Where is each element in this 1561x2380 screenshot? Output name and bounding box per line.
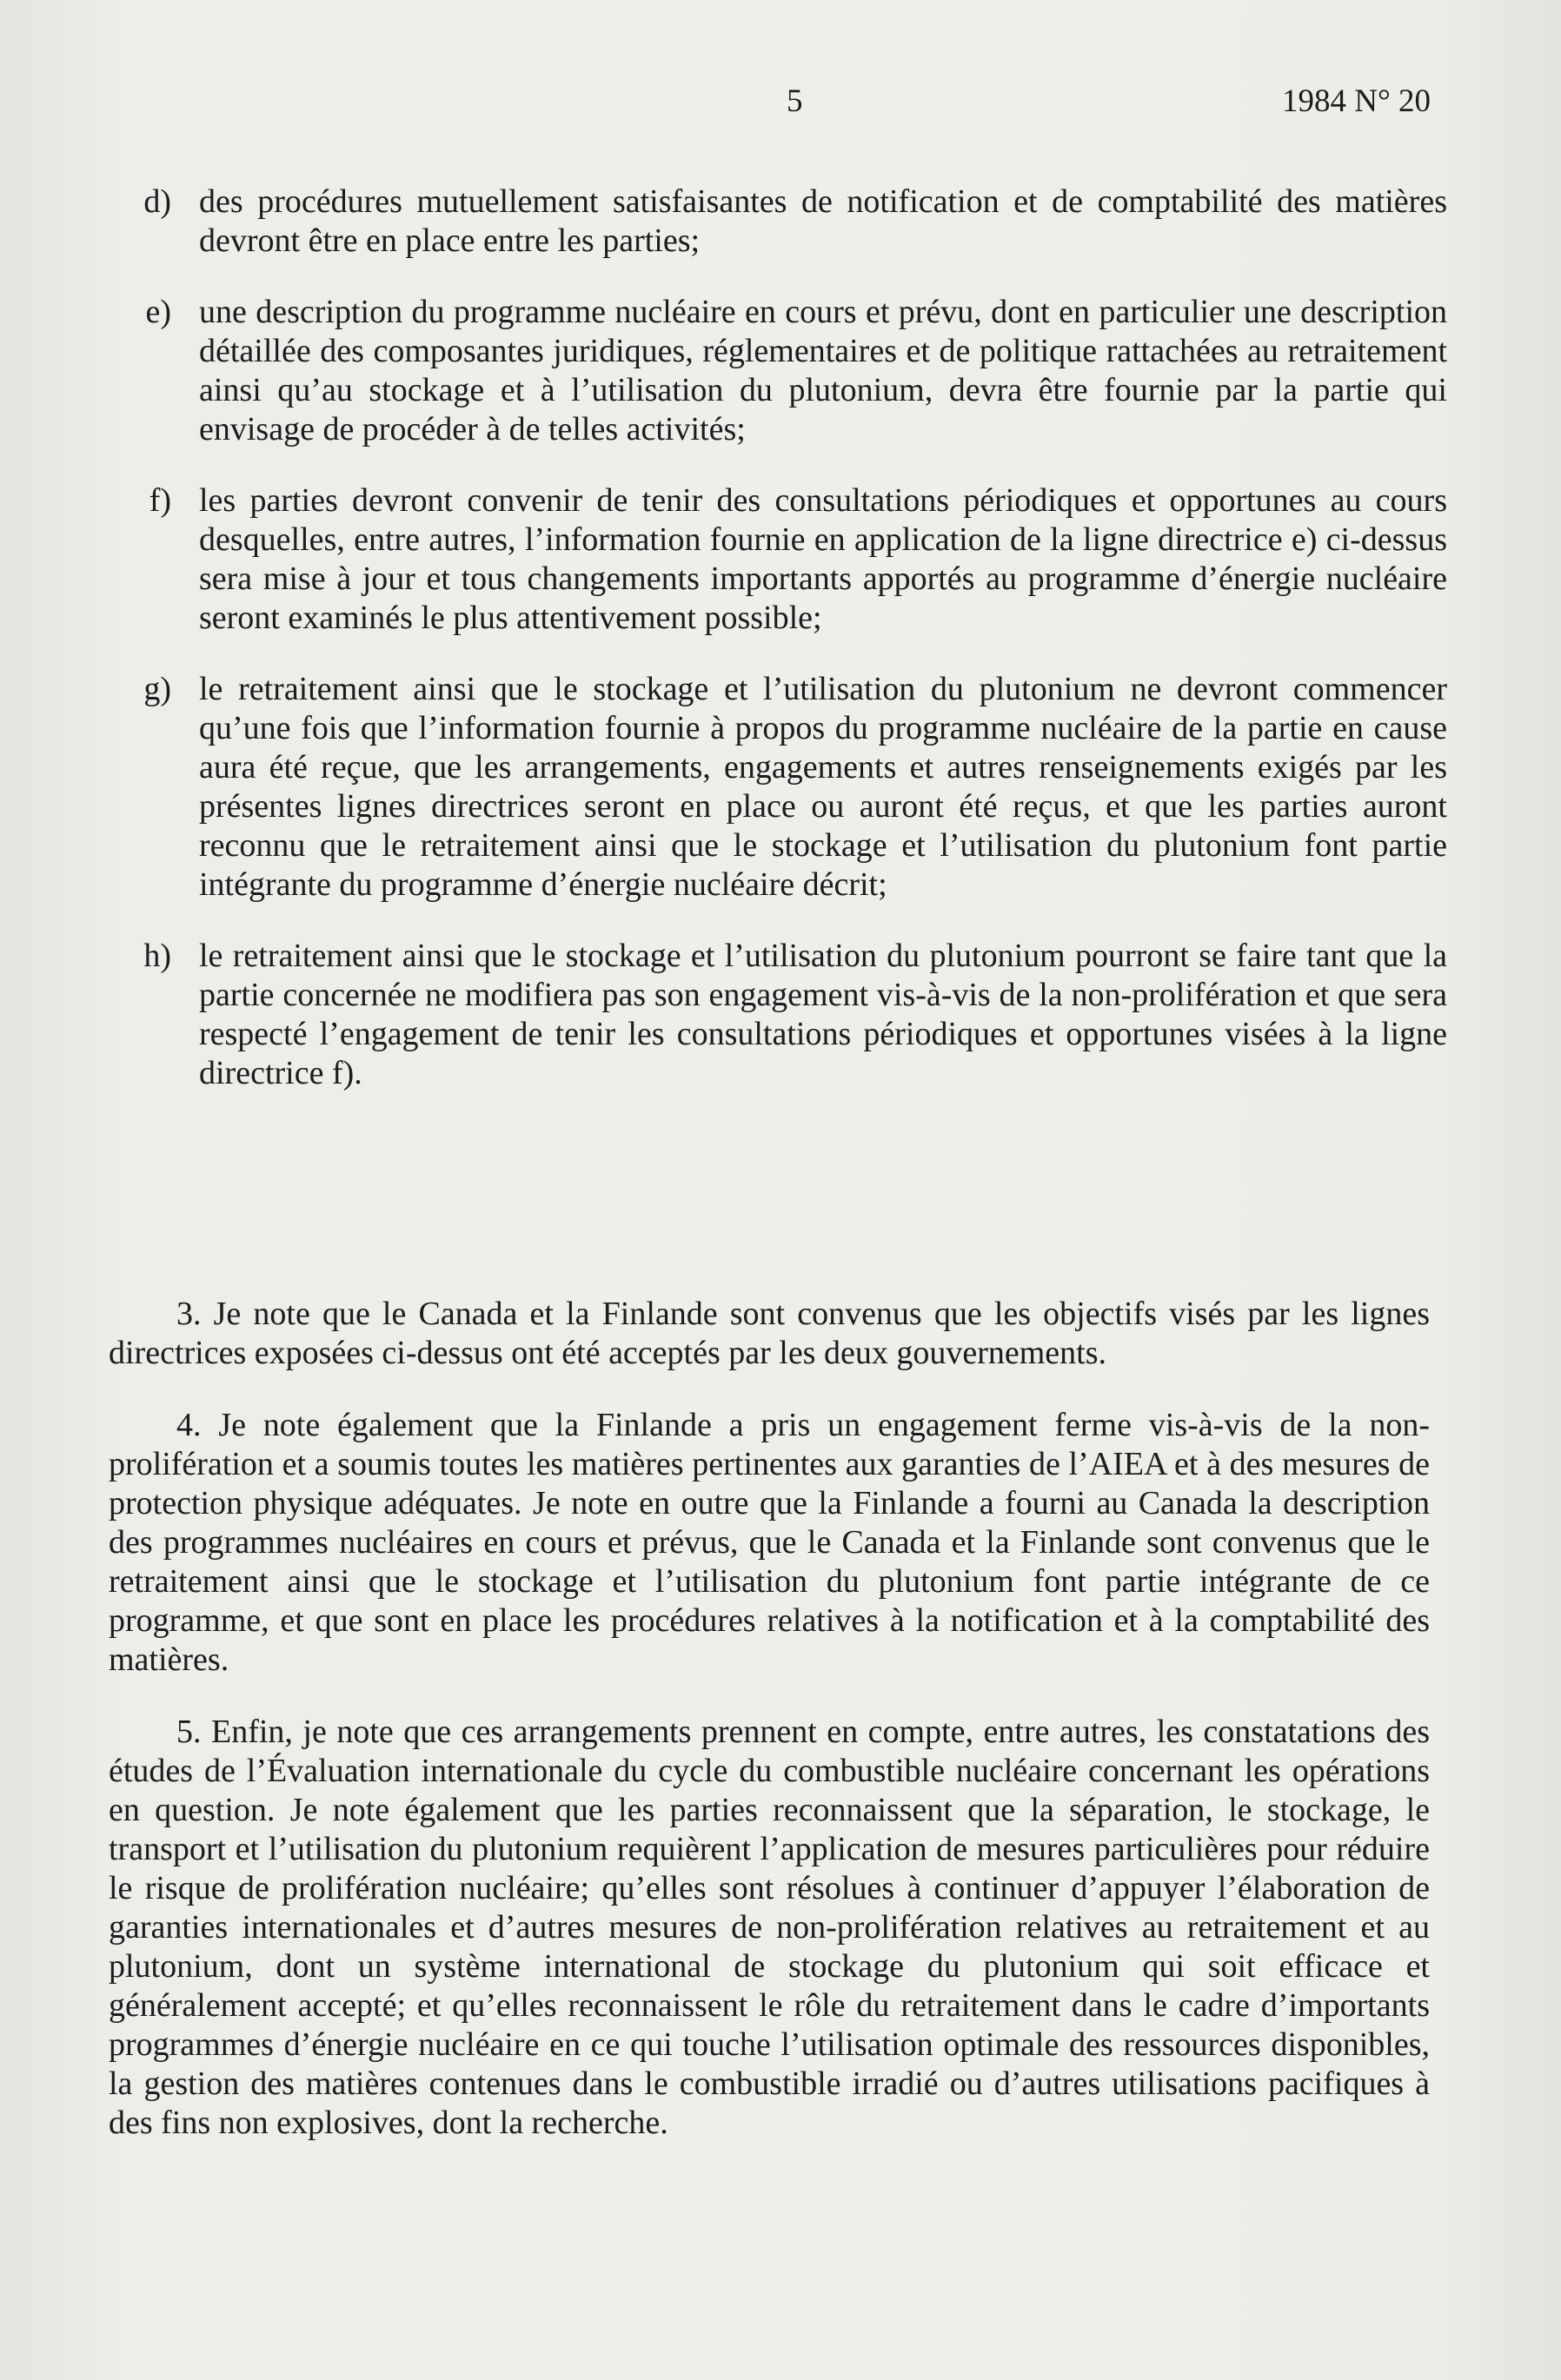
guideline-letter: e) [145, 294, 171, 330]
guideline-text: le retraitement ainsi que le stockage et l’utilisation du plutonium pourront se faire tant que la partie concernée ne modifiera pas son engagement vis-à-vis de la non-prolifération et que sera respecté l’engagement de tenir les consultations périodiques et opportunes visées à la ligne directrice f). [199, 938, 1447, 1091]
guideline-text: des procédures mutuellement satisfaisantes de notification et de comptabilité des matières devront être en place entre les parties; [199, 183, 1447, 259]
numbered-paragraphs [109, 1295, 1430, 2176]
year-number-reference: 1984 N° 20 [1281, 83, 1431, 119]
guideline-text: les parties devront convenir de tenir des consultations périodiques et opportunes au cours desquelles, entre autres, l’information fournie en application de la ligne directrice e) ci-dessus sera mise à jour et tous changements importants apportés au programme d’énergie nucléaire seront examinés le plus attentivement possible; [199, 482, 1447, 636]
guidelines-list [109, 182, 1447, 1125]
page-header [0, 83, 1561, 126]
guideline-item-h [109, 937, 1447, 1093]
guideline-text: une description du programme nucléaire en cours et prévu, dont en particulier une description détaillée des composantes juridiques, réglementaires et de politique rattachées au retraitement ainsi qu’au stockage et à l’utilisation du plutonium, devra être fournie par la partie qui envisage de procéder à de telles activités; [199, 294, 1447, 447]
guideline-item-f [109, 481, 1447, 638]
page-number: 5 [787, 83, 803, 119]
paragraph-3: 3. Je note que le Canada et la Finlande sont convenus que les objectifs visés par les lignes directrices exposées ci-dessus ont été acceptés par les deux gouvernements. [109, 1296, 1430, 1371]
guideline-text: le retraitement ainsi que le stockage et l’utilisation du plutonium ne devront commencer qu’une fois que l’information fournie à propos du programme nucléaire de la partie en cause aura été reçue, que les arrangements, engagements et autres renseignements exigés par les présentes lignes directrices seront en place ou auront été reçus, et que les parties auront reconnu que le retraitement ainsi que le stockage et l’utilisation du plutonium font partie intégrante du programme d’énergie nucléaire décrit; [199, 671, 1447, 903]
guideline-item-d [109, 182, 1447, 261]
paragraph-5: 5. Enfin, je note que ces arrangements prennent en compte, entre autres, les constatations des études de l’Évaluation internationale du cycle du combustible nucléaire concernant les opérations en question. Je note également que les parties reconnaissent que la séparation, le stockage, le transport et l’utilisation du plutonium requièrent l’application de mesures particulières pour réduire le risque de prolifération nucléaire; qu’elles sont résolues à continuer d’appuyer l’élaboration de garanties internationales et d’autres mesures de non-prolifération relatives au retraitement et au plutonium, dont un système international de stockage du plutonium qui soit efficace et généralement accepté; et qu’elles reconnaissent le rôle du retraitement dans le cadre d’importants programmes d’énergie nucléaire en ce qui touche l’utilisation optimale des ressources disponibles, la gestion des matières contenues dans le combustible irradié ou d’autres utilisations pacifiques à des fins non explosives, dont la recherche. [109, 1714, 1430, 2141]
guideline-letter: h) [143, 938, 171, 974]
paragraph-4: 4. Je note également que la Finlande a pris un engagement ferme vis-à-vis de la non-prolifération et a soumis toutes les matières pertinentes aux garanties de l’AIEA et à des mesures de protection physique adéquates. Je note en outre que la Finlande a fourni au Canada la description des programmes nucléaires en cours et prévus, que le Canada et la Finlande sont convenus que le retraitement ainsi que le stockage et l’utilisation du plutonium font partie intégrante de ce programme, et que sont en place les procédures relatives à la notification et à la comptabilité des matières. [109, 1407, 1430, 1678]
guideline-item-e [109, 293, 1447, 449]
guideline-letter: d) [143, 183, 171, 220]
guideline-letter: g) [143, 671, 171, 707]
guideline-letter: f) [149, 482, 171, 519]
guideline-item-g [109, 670, 1447, 905]
